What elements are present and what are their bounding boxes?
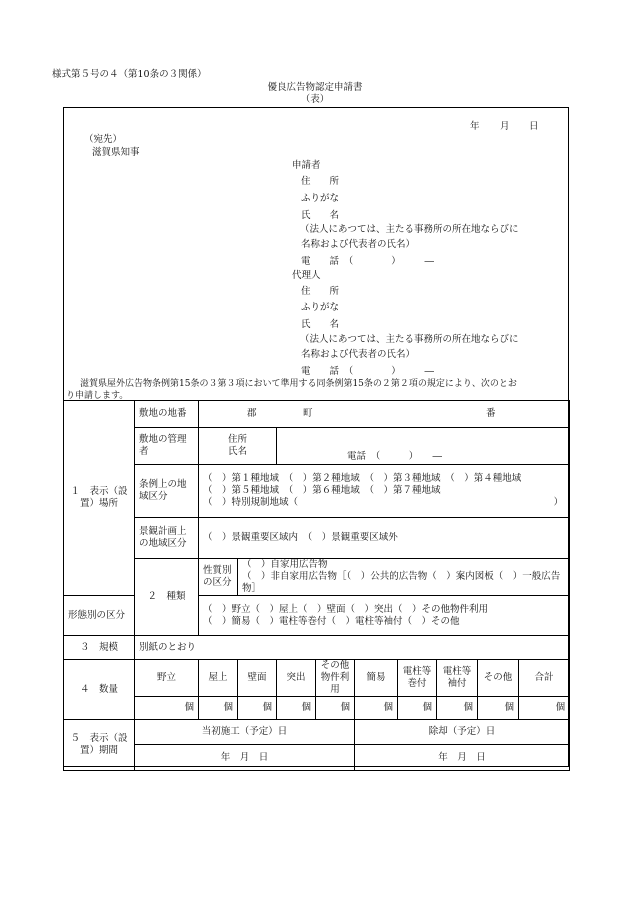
section-3-label: ３ 規模 bbox=[64, 636, 135, 660]
agent-address-label: 住 所 bbox=[301, 286, 340, 297]
agent-furigana-label: ふりがな bbox=[301, 302, 340, 313]
date-month: 月 bbox=[500, 121, 510, 132]
applicant-phone: 電 話 （ ） ― bbox=[301, 256, 435, 267]
agent-name-label: 氏 名 bbox=[301, 319, 340, 330]
statement-line-2: り申請します。 bbox=[66, 391, 129, 401]
section-4-label: ４ 数量 bbox=[64, 660, 135, 720]
section-5-label: ５ 表示（設置）期間 bbox=[64, 720, 135, 771]
qty-unit: 個 bbox=[316, 697, 355, 720]
applicant-heading: 申請者 bbox=[292, 160, 321, 171]
statement-line-1: 滋賀県屋外広告物条例第15条の３第３項において準用する同条例第15条の２第２項の規定により、次のとお bbox=[80, 379, 517, 389]
qty-unit: 個 bbox=[519, 697, 570, 720]
applicant-note-2: 名称および代表者の氏名） bbox=[301, 239, 416, 250]
site-manager-label: 敷地の管理者 bbox=[135, 428, 199, 465]
qty-header: 壁面 bbox=[238, 660, 277, 697]
site-manager-value bbox=[277, 428, 570, 465]
qty-header: その他 bbox=[478, 660, 519, 697]
end-date-label: 除却（予定）日 bbox=[355, 720, 570, 745]
address-label: 住所 bbox=[227, 434, 247, 445]
nature-classification-options bbox=[238, 559, 570, 596]
applicant-address-label: 住 所 bbox=[301, 176, 340, 187]
qty-unit: 個 bbox=[355, 697, 398, 720]
nature-classification-label: 性質別の区分 bbox=[199, 559, 238, 596]
form-option-line-2: （ ）簡易（ ）電柱等巻付（ ）電柱等袖付（ ）その他 bbox=[203, 615, 460, 627]
section-1-label: １ 表示（設置）場所 bbox=[64, 401, 135, 596]
qty-unit: 個 bbox=[277, 697, 316, 720]
address-name-labels bbox=[199, 428, 277, 465]
area-options-line-2: （ ）第５種地域 （ ）第６種地域 （ ）第７種地域 bbox=[203, 485, 441, 496]
special-area-close: ） bbox=[553, 497, 564, 508]
document-subtitle: （表） bbox=[300, 94, 330, 105]
landscape-area-options: （ ）景観重要区域内 （ ）景観重要区域外 bbox=[199, 518, 570, 559]
document-title: 優良広告物認定申請書 bbox=[267, 82, 363, 93]
ban-label: 番 bbox=[486, 408, 496, 419]
start-date-value: 年 月 日 bbox=[135, 745, 355, 771]
addressee-name: 滋賀県知事 bbox=[92, 147, 140, 158]
area-options-line-1: （ ）第１種地域 （ ）第２種地域 （ ）第３種地域 （ ）第４種地域 bbox=[203, 473, 522, 484]
form-classification-label: 形態別の区分 bbox=[64, 596, 135, 636]
applicant-note-1: （法人にあつては、主たる事務所の所在地ならびに bbox=[300, 224, 519, 235]
site-number-label: 敷地の地番 bbox=[135, 401, 199, 428]
qty-header: その他物件利用 bbox=[316, 660, 355, 697]
applicant-furigana-label: ふりがな bbox=[301, 193, 340, 204]
qty-unit: 個 bbox=[199, 697, 238, 720]
qty-header: 屋上 bbox=[199, 660, 238, 697]
start-date-label: 当初施工（予定）日 bbox=[135, 720, 355, 745]
form-number: 様式第５号の４（第10条の３関係） bbox=[52, 69, 207, 80]
addressee-label: （宛先） bbox=[84, 134, 123, 145]
landscape-area-label: 景観計画上の地域区分 bbox=[135, 518, 199, 559]
section-2-label: ２ 種類 bbox=[135, 559, 199, 636]
gun-label: 郡 bbox=[247, 408, 257, 419]
qty-unit: 個 bbox=[238, 697, 277, 720]
qty-unit: 個 bbox=[437, 697, 478, 720]
site-number-value bbox=[199, 401, 570, 428]
applicant-name-label: 氏 名 bbox=[301, 210, 340, 221]
form-classification-options bbox=[199, 596, 570, 636]
application-table bbox=[63, 400, 570, 771]
qty-unit: 個 bbox=[398, 697, 437, 720]
agent-heading: 代理人 bbox=[292, 270, 321, 281]
form-option-line-1: （ ）野立（ ）屋上（ ）壁面（ ）突出（ ）その他物件利用 bbox=[203, 603, 489, 615]
name-label: 氏名 bbox=[227, 446, 247, 457]
ordinance-area-options bbox=[199, 465, 570, 518]
qty-unit: 個 bbox=[478, 697, 519, 720]
nature-option-line-1: （ ）自家用広告物 bbox=[242, 559, 328, 570]
qty-header: 電柱等袖付 bbox=[437, 660, 478, 697]
machi-label: 町 bbox=[303, 408, 313, 419]
qty-header: 突出 bbox=[277, 660, 316, 697]
date-year: 年 bbox=[470, 121, 480, 132]
agent-note-1: （法人にあつては、主たる事務所の所在地ならびに bbox=[300, 334, 519, 345]
scale-value: 別紙のとおり bbox=[135, 636, 570, 660]
qty-header: 簡易 bbox=[355, 660, 398, 697]
area-options-line-3 bbox=[203, 497, 565, 509]
qty-header: 野立 bbox=[135, 660, 199, 697]
phone-line: 電話 （ ） ― bbox=[347, 451, 443, 462]
qty-header: 合計 bbox=[519, 660, 570, 697]
agent-phone: 電 話 （ ） ― bbox=[301, 366, 435, 377]
nature-option-line-2: （ ）非自家用広告物［（ ）公共的広告物（ ）案内図板（ ）一般広告物］ bbox=[242, 571, 561, 594]
date-day: 日 bbox=[529, 121, 539, 132]
ordinance-area-label: 条例上の地域区分 bbox=[135, 465, 199, 518]
qty-unit: 個 bbox=[135, 697, 199, 720]
qty-header: 電柱等巻付 bbox=[398, 660, 437, 697]
end-date-value: 年 月 日 bbox=[355, 745, 570, 771]
special-area-option: （ ）特別規制地域（ bbox=[203, 497, 299, 508]
agent-note-2: 名称および代表者の氏名） bbox=[301, 349, 416, 360]
